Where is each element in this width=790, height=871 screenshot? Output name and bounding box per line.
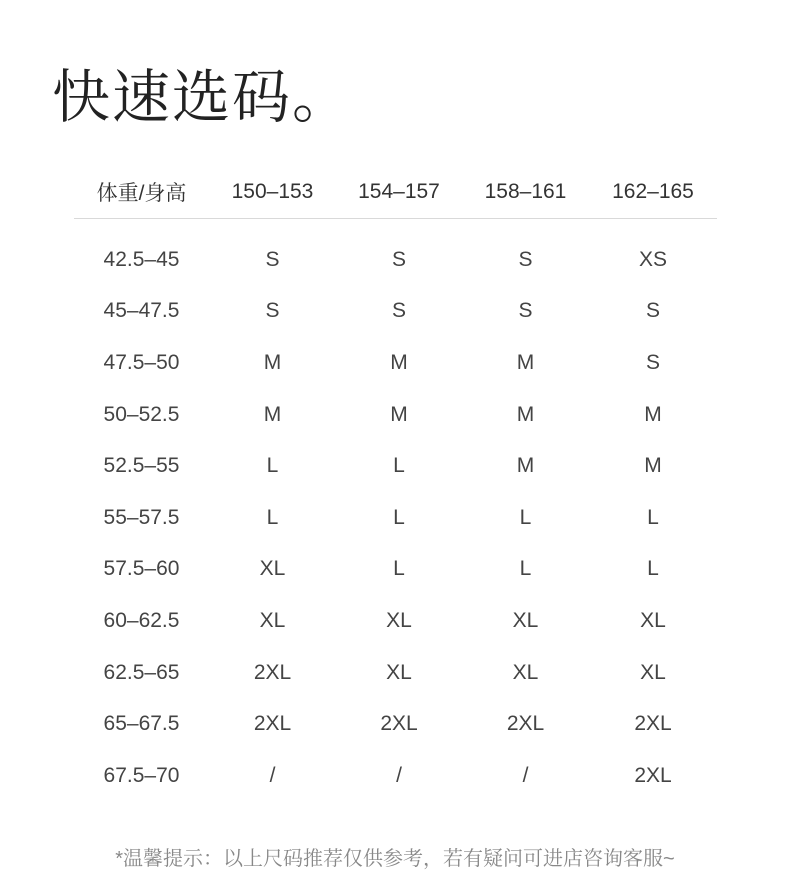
size-cell: M bbox=[263, 350, 282, 374]
size-chart-table bbox=[74, 166, 717, 802]
size-cell: / bbox=[269, 763, 276, 787]
size-cell: L bbox=[393, 454, 405, 478]
size-cell: S bbox=[265, 247, 280, 271]
table-row bbox=[74, 492, 717, 544]
row-header-weight: 42.5–45 bbox=[103, 247, 180, 271]
size-cell: L bbox=[266, 454, 279, 478]
size-cell: 2XL bbox=[253, 660, 292, 684]
size-cell: S bbox=[391, 299, 406, 323]
size-cell: S bbox=[518, 299, 533, 323]
size-cell: XL bbox=[386, 660, 412, 684]
size-cell: L bbox=[647, 505, 659, 529]
size-cell: 2XL bbox=[634, 712, 672, 736]
table-row bbox=[74, 647, 717, 699]
size-cell: XS bbox=[638, 247, 667, 271]
corner-header: 体重/身高 bbox=[96, 182, 187, 205]
row-header-weight: 45–47.5 bbox=[103, 299, 180, 323]
table-header-row bbox=[74, 166, 717, 219]
size-cell: XL bbox=[259, 608, 286, 632]
size-cell: M bbox=[390, 350, 408, 374]
size-cell: 2XL bbox=[506, 712, 545, 736]
size-cell: S bbox=[265, 299, 280, 323]
row-header-weight: 60–62.5 bbox=[103, 608, 180, 632]
table-row bbox=[74, 544, 717, 596]
size-cell: L bbox=[647, 557, 659, 581]
row-header-weight: 65–67.5 bbox=[103, 712, 180, 736]
size-cell: L bbox=[519, 557, 532, 581]
size-cell: XL bbox=[640, 608, 666, 632]
size-cell: M bbox=[516, 454, 535, 478]
column-header-height: 150–153 bbox=[231, 180, 314, 203]
size-cell: M bbox=[644, 454, 662, 478]
size-cell: M bbox=[263, 402, 282, 426]
size-cell: L bbox=[393, 505, 405, 529]
row-header-weight: 50–52.5 bbox=[103, 402, 180, 426]
size-cell: S bbox=[645, 299, 660, 323]
size-cell: M bbox=[516, 350, 535, 374]
size-cell: XL bbox=[512, 660, 539, 684]
table-row bbox=[74, 389, 717, 441]
column-header-height: 162–165 bbox=[612, 180, 694, 203]
row-header-weight: 47.5–50 bbox=[103, 350, 180, 374]
table-body bbox=[74, 219, 717, 802]
size-cell: M bbox=[516, 402, 535, 426]
row-header-weight: 67.5–70 bbox=[103, 763, 180, 787]
table-row bbox=[74, 595, 717, 647]
table-row bbox=[74, 750, 717, 802]
size-cell: XL bbox=[512, 608, 539, 632]
size-cell: M bbox=[390, 402, 408, 426]
size-disclaimer-note: *温馨提示：以上尺码推荐仅供参考，若有疑问可进店咨询客服~ bbox=[115, 848, 675, 870]
size-cell: 2XL bbox=[253, 712, 292, 736]
row-header-weight: 62.5–65 bbox=[103, 660, 180, 684]
row-header-weight: 52.5–55 bbox=[103, 454, 180, 478]
size-cell: L bbox=[393, 557, 405, 581]
table-row bbox=[74, 440, 717, 492]
column-header-height: 154–157 bbox=[358, 180, 440, 203]
size-cell: XL bbox=[259, 557, 286, 581]
size-cell: 2XL bbox=[380, 712, 418, 736]
size-cell: / bbox=[396, 763, 402, 787]
size-cell: M bbox=[644, 402, 662, 426]
size-cell: S bbox=[645, 350, 660, 374]
row-header-weight: 57.5–60 bbox=[103, 557, 180, 581]
column-header-height: 158–161 bbox=[484, 180, 567, 203]
size-cell: XL bbox=[386, 608, 412, 632]
size-cell: S bbox=[518, 247, 533, 271]
page-title: 快速选码。 bbox=[52, 65, 353, 130]
size-cell: L bbox=[519, 505, 532, 529]
size-cell: / bbox=[522, 763, 529, 787]
row-header-weight: 55–57.5 bbox=[103, 505, 180, 529]
size-cell: S bbox=[391, 247, 406, 271]
size-cell: L bbox=[266, 505, 279, 529]
size-cell: XL bbox=[640, 660, 666, 684]
table-row bbox=[74, 286, 717, 338]
table-row bbox=[74, 337, 717, 389]
table-row bbox=[74, 234, 717, 286]
table-row bbox=[74, 698, 717, 750]
size-cell: 2XL bbox=[634, 763, 672, 787]
